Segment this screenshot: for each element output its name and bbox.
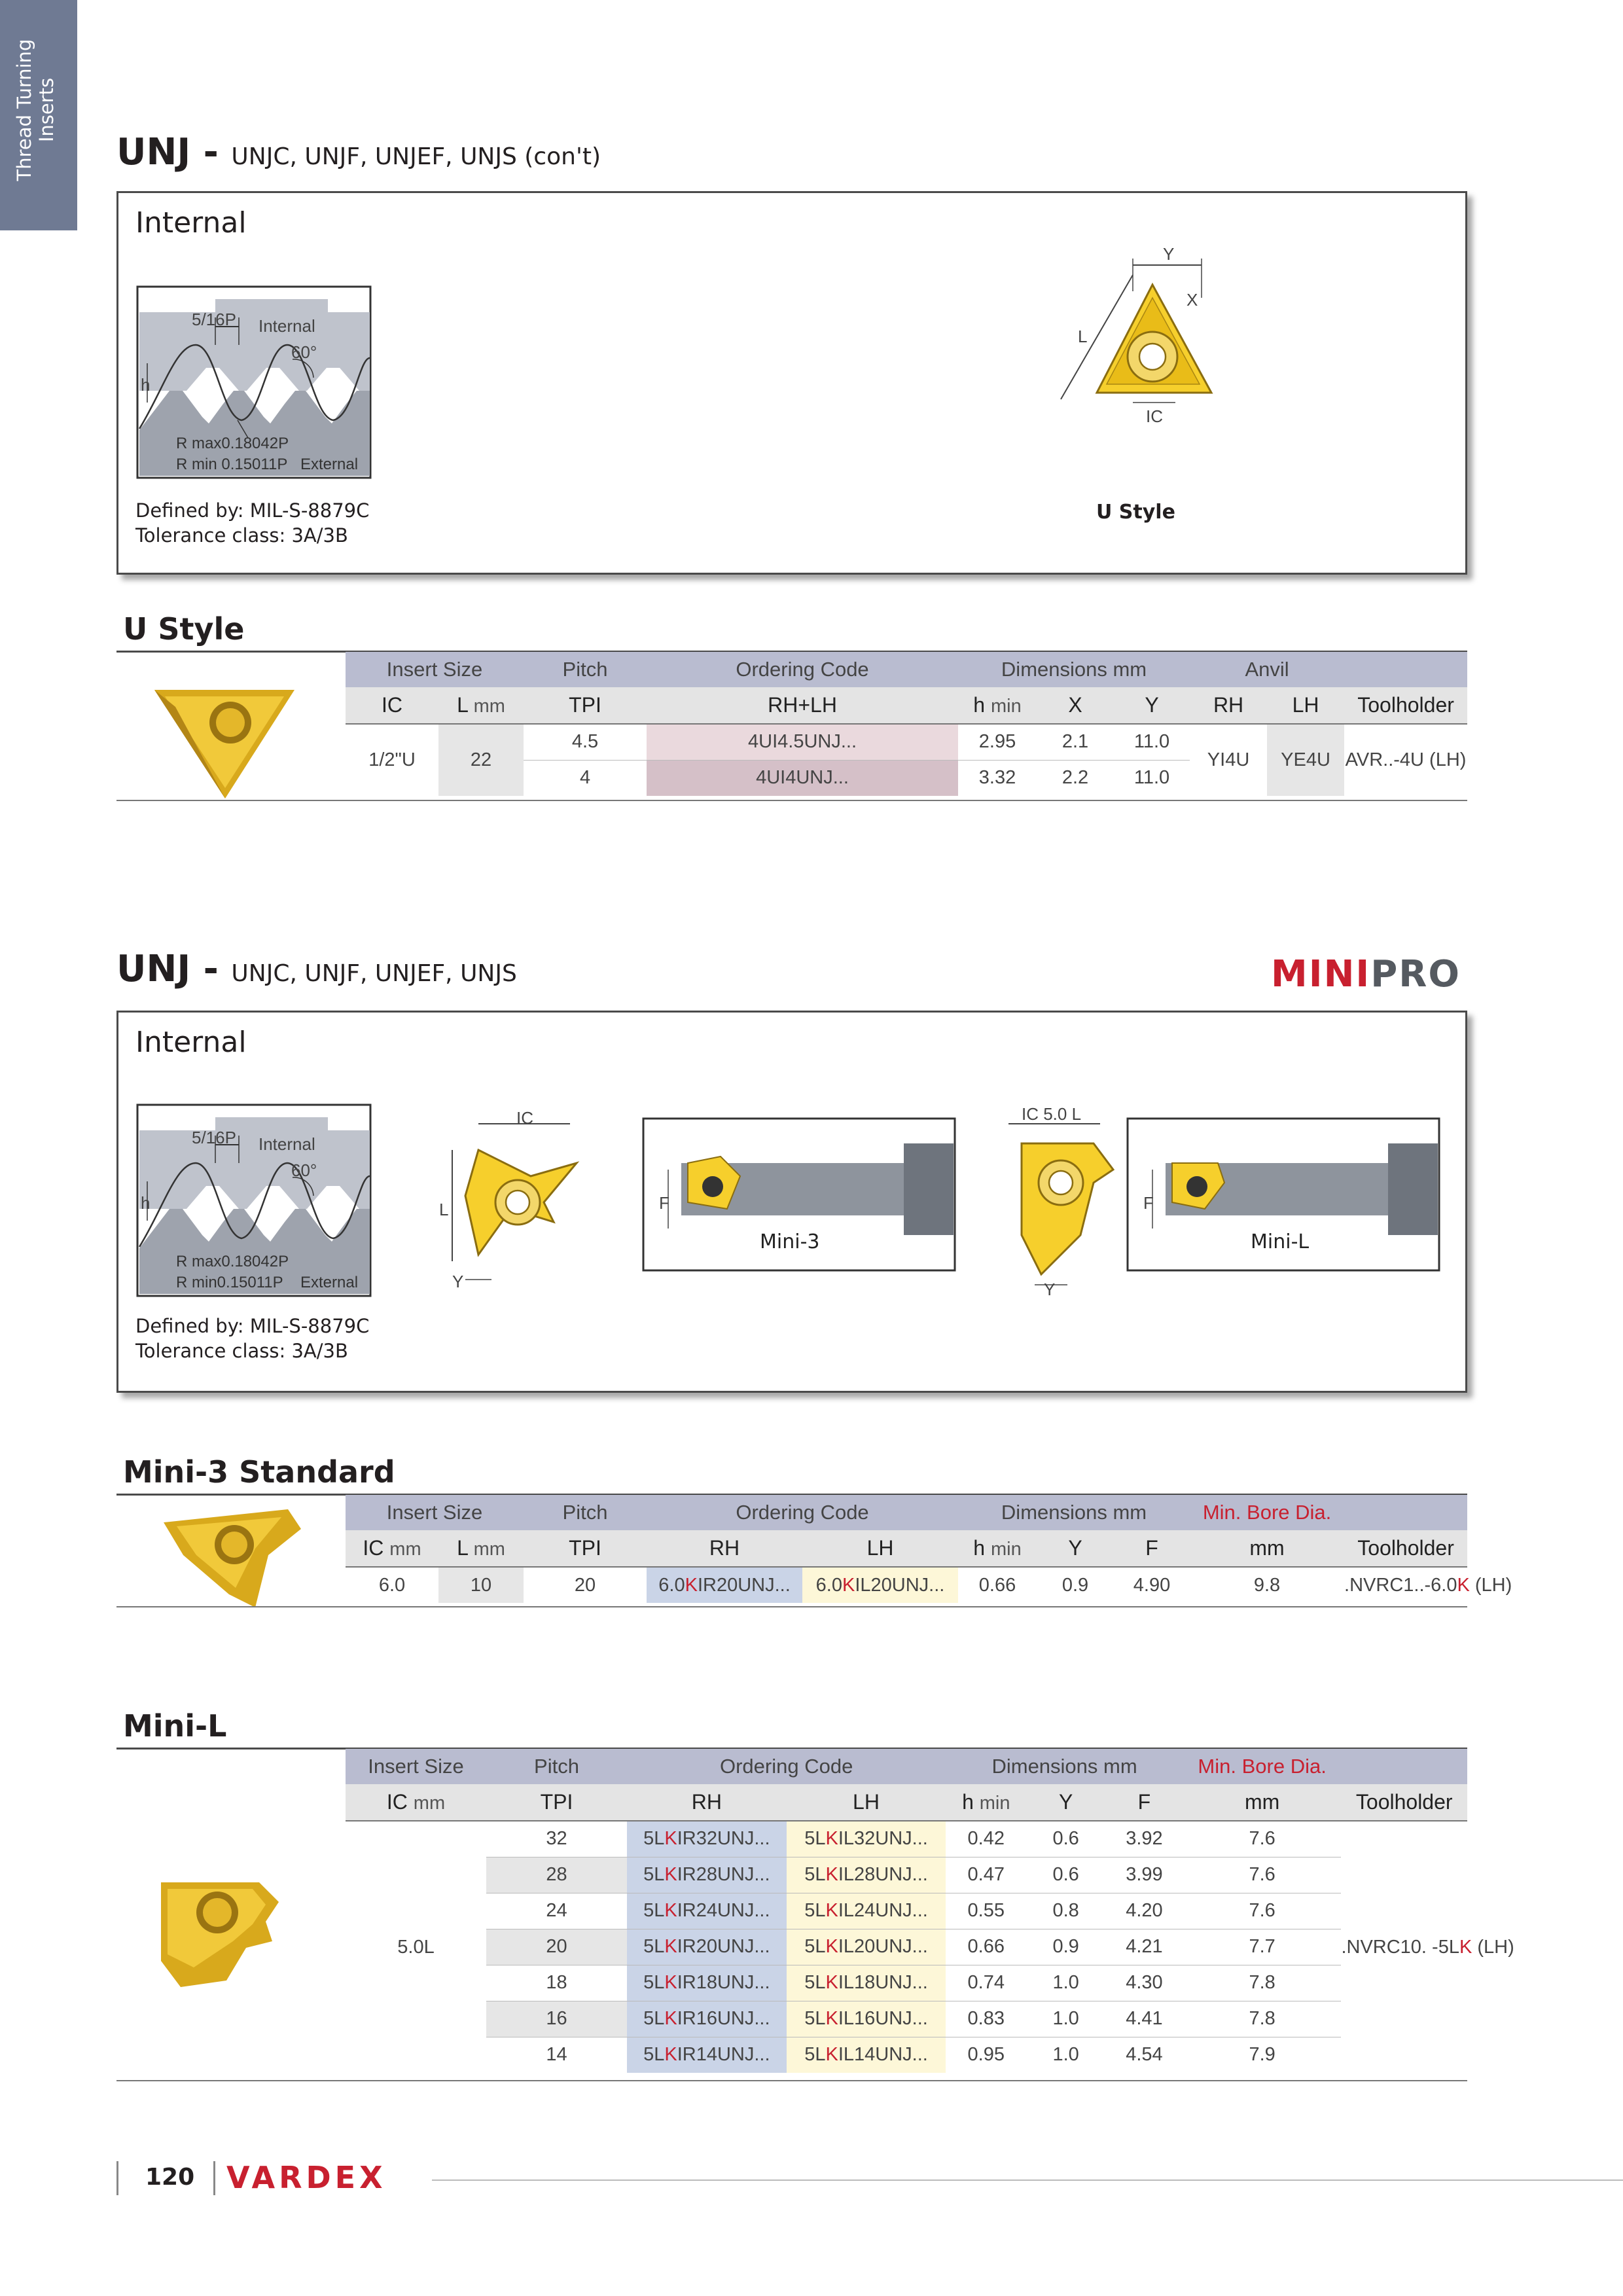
lh-code-b: IL28UNJ... — [838, 1864, 928, 1885]
lh-code-b: IL32UNJ... — [838, 1828, 928, 1850]
cell-y: 11.0 — [1114, 760, 1190, 796]
section2-title-main: UNJ - — [116, 948, 219, 990]
thread-profile-diagram — [137, 286, 372, 480]
header-rh: RH — [627, 1784, 787, 1821]
section2-defined-by — [135, 1314, 369, 1363]
header-h-text: h — [962, 1790, 974, 1814]
profile2-rmax-label: R max0.18042P — [176, 1253, 289, 1270]
tolerance-text-2: Tolerance class: 3A/3B — [135, 1340, 348, 1362]
cell-rh-code — [627, 1893, 787, 1929]
group-insert-size: Insert Size — [346, 1749, 486, 1784]
cell-code: 4UI4UNJ... — [647, 760, 958, 796]
lh-code-k: K — [825, 2008, 838, 2029]
defined-by-text: Defined by: MIL-S-8879C — [135, 499, 370, 522]
header-toolholder: Toolholder — [1341, 1784, 1467, 1821]
lh-code-b: IL14UNJ... — [838, 2044, 928, 2066]
cell-rh-code — [627, 1857, 787, 1893]
thread-profile-diagram-2 — [137, 1104, 372, 1298]
lh-code-k: K — [825, 1936, 838, 1957]
table-row — [346, 2001, 1467, 2037]
cell-toolholder — [1344, 1567, 1512, 1603]
header-ic-unit: mm — [413, 1793, 446, 1814]
cell-x: 2.1 — [1037, 724, 1114, 760]
th-a: .NVRC10. -5L — [1341, 1936, 1459, 1958]
section2-internal-box — [116, 1011, 1467, 1393]
profile-internal-label: Internal — [259, 316, 315, 336]
rh-code-a: 5L — [643, 1828, 665, 1850]
cell-anvil-rh: YI4U — [1190, 724, 1267, 796]
mini3-table-bottomline — [116, 1606, 1467, 1607]
cell-tpi: 20 — [486, 1929, 627, 1965]
cell-bore: 9.8 — [1190, 1567, 1344, 1603]
header-h — [946, 1784, 1026, 1821]
lh-code-a: 5L — [804, 2008, 826, 2029]
table-row — [346, 1929, 1467, 1965]
profile-rmin-label: R min 0.15011P — [176, 456, 288, 473]
profile2-internal-label: Internal — [259, 1134, 315, 1154]
lh-code-b: IL16UNJ... — [838, 2008, 928, 2029]
insert-x-label: X — [1186, 290, 1198, 310]
cell-f: 4.90 — [1114, 1567, 1190, 1603]
minil-insert-diagram — [995, 1104, 1126, 1300]
profile-external-label: External — [300, 456, 359, 473]
group-dimensions: Dimensions mm — [958, 1495, 1190, 1530]
header-h-unit: min — [990, 1539, 1022, 1560]
table-row — [346, 1893, 1467, 1929]
header-f: F — [1114, 1530, 1190, 1567]
mini3-toolholder-diagram — [642, 1117, 956, 1274]
section1-box-title: Internal — [135, 206, 247, 240]
header-ic — [346, 1784, 486, 1821]
cell-lh-code — [787, 2037, 946, 2073]
header-x: X — [1037, 687, 1114, 724]
cell-f: 3.99 — [1105, 1857, 1183, 1893]
mini3-caption: Mini-3 — [760, 1230, 820, 1253]
section1-defined-by — [135, 498, 369, 548]
group-pitch: Pitch — [524, 652, 647, 687]
header-tpi: TPI — [524, 687, 647, 724]
side-tab — [0, 0, 77, 230]
header-ic — [346, 1530, 438, 1567]
cell-lh-code — [787, 1893, 946, 1929]
cell-anvil-lh: YE4U — [1267, 724, 1344, 796]
header-l-unit: mm — [473, 696, 505, 717]
group-min-bore: Min. Bore Dia. — [1190, 1495, 1344, 1530]
header-h-unit: min — [990, 696, 1022, 717]
header-bore: mm — [1183, 1784, 1342, 1821]
cell-f: 4.54 — [1105, 2037, 1183, 2073]
mini3-y-label: Y — [452, 1272, 464, 1291]
cell-y: 0.9 — [1037, 1567, 1114, 1603]
rh-code-a: 5L — [643, 2044, 665, 2066]
rh-code-a: 5L — [643, 1864, 665, 1885]
cell-tpi: 4.5 — [524, 724, 647, 760]
cell-y: 1.0 — [1026, 1965, 1105, 2001]
cell-y: 0.6 — [1026, 1857, 1105, 1893]
rh-code-k: K — [664, 2008, 677, 2029]
mini3-ic-label: IC — [516, 1108, 533, 1128]
cell-bore: 7.6 — [1183, 1893, 1342, 1929]
cell-bore: 7.7 — [1183, 1929, 1342, 1965]
cell-lh-code — [787, 1965, 946, 2001]
group-pitch: Pitch — [486, 1749, 627, 1784]
cell-lh-code — [787, 1857, 946, 1893]
table-row — [346, 724, 1467, 760]
rh-code-b: IR24UNJ... — [677, 1900, 770, 1921]
rh-code-b: IR20UNJ... — [697, 1574, 791, 1596]
header-h — [958, 1530, 1037, 1567]
section2-title — [116, 948, 517, 990]
defined-by-text-2: Defined by: MIL-S-8879C — [135, 1315, 370, 1337]
cell-h: 0.66 — [958, 1567, 1037, 1603]
cell-y: 1.0 — [1026, 2001, 1105, 2037]
cell-code: 4UI4.5UNJ... — [647, 724, 958, 760]
header-lh: LH — [802, 1530, 958, 1567]
header-l-unit: mm — [473, 1539, 505, 1560]
rh-code-a: 5L — [643, 1900, 665, 1921]
cell-f: 4.41 — [1105, 2001, 1183, 2037]
group-pitch: Pitch — [524, 1495, 647, 1530]
u-style-table-title: U Style — [123, 611, 245, 647]
profile2-pitch-label: 5/16P — [192, 1128, 236, 1147]
table-row — [346, 2037, 1467, 2073]
cell-y: 0.8 — [1026, 1893, 1105, 1929]
lh-code-k: K — [825, 1864, 838, 1885]
th-a: .NVRC1..-6.0 — [1344, 1574, 1457, 1596]
profile-h-label: h — [141, 375, 151, 395]
tolerance-text: Tolerance class: 3A/3B — [135, 524, 348, 547]
cell-y: 0.6 — [1026, 1821, 1105, 1857]
cell-y: 1.0 — [1026, 2037, 1105, 2073]
minil-f-label: F — [1143, 1193, 1154, 1213]
rh-code-b: IR18UNJ... — [677, 1972, 770, 1993]
header-ic-unit: mm — [389, 1539, 421, 1560]
section1-title-main: UNJ - — [116, 131, 219, 173]
header-y: Y — [1026, 1784, 1105, 1821]
minil-caption: Mini-L — [1251, 1230, 1310, 1253]
header-l — [438, 687, 524, 724]
lh-code-k: K — [825, 1972, 838, 1993]
cell-tpi: 18 — [486, 1965, 627, 2001]
cell-rh-code — [627, 1929, 787, 1965]
minipro-logo-pro: PRO — [1370, 953, 1461, 996]
vardex-logo: VARDEX — [226, 2160, 387, 2195]
rh-code-a: 5L — [643, 1936, 665, 1957]
cell-toolholder — [1341, 1821, 1514, 2073]
header-lh: LH — [787, 1784, 946, 1821]
group-empty — [1344, 1495, 1467, 1530]
cell-rh-code — [627, 1821, 787, 1857]
minil-toolholder-diagram — [1126, 1117, 1440, 1274]
mini3-insert-diagram — [439, 1104, 603, 1300]
rh-code-k: K — [664, 1828, 677, 1850]
header-l-text: L — [457, 693, 468, 717]
th-k: K — [1459, 1936, 1472, 1958]
cell-h: 0.42 — [946, 1821, 1026, 1857]
cell-l: 10 — [438, 1567, 524, 1603]
cell-h: 0.47 — [946, 1857, 1026, 1893]
cell-rh-code — [627, 1965, 787, 2001]
rh-code-a: 6.0 — [658, 1574, 685, 1596]
cell-x: 2.2 — [1037, 760, 1114, 796]
page-number: 120 — [145, 2164, 195, 2191]
cell-tpi: 32 — [486, 1821, 627, 1857]
cell-h: 0.95 — [946, 2037, 1026, 2073]
cell-h: 0.83 — [946, 2001, 1026, 2037]
mini3-table — [346, 1495, 1512, 1603]
profile-rmax-label: R max0.18042P — [176, 435, 289, 452]
section2-box-title: Internal — [135, 1026, 247, 1059]
group-anvil: Anvil — [1190, 652, 1344, 687]
header-y: Y — [1037, 1530, 1114, 1567]
header-h-text: h — [973, 693, 986, 717]
group-ordering-code: Ordering Code — [647, 652, 958, 687]
minil-y-label: Y — [1044, 1280, 1056, 1299]
rh-code-k: K — [664, 1864, 677, 1885]
cell-rh-code — [627, 2001, 787, 2037]
rh-code-b: IR32UNJ... — [677, 1828, 770, 1850]
rh-code-a: 5L — [643, 2008, 665, 2029]
header-h — [958, 687, 1037, 724]
profile-angle-label: 60° — [291, 342, 317, 362]
rh-code-b: IR16UNJ... — [677, 2008, 770, 2029]
table-row — [346, 1567, 1467, 1603]
table-row — [346, 1965, 1467, 2001]
cell-toolholder: AVR..-4U (LH) — [1344, 724, 1467, 796]
footer-divider-mid — [213, 2161, 215, 2195]
header-lh: LH — [1267, 687, 1344, 724]
lh-code-k: K — [825, 1900, 838, 1921]
lh-code-a: 5L — [804, 1828, 826, 1850]
header-ic: IC — [346, 687, 438, 724]
mini3-insert-image — [157, 1503, 308, 1614]
cell-lh-code — [787, 2001, 946, 2037]
cell-ic: 1/2"U — [346, 724, 438, 796]
header-bore: mm — [1190, 1530, 1344, 1567]
group-empty — [1341, 1749, 1467, 1784]
cell-lh-code — [802, 1567, 958, 1603]
table-row — [346, 1821, 1467, 1857]
lh-code-b: IL20UNJ... — [855, 1574, 945, 1596]
header-rh: RH — [647, 1530, 802, 1567]
lh-code-k: K — [825, 1828, 838, 1850]
lh-code-b: IL18UNJ... — [838, 1972, 928, 1993]
th-b: (LH) — [1469, 1574, 1512, 1596]
u-style-insert-image — [149, 681, 300, 805]
group-ordering-code: Ordering Code — [627, 1749, 946, 1784]
cell-lh-code — [787, 1929, 946, 1965]
th-b: (LH) — [1472, 1936, 1514, 1958]
minil-table — [346, 1749, 1514, 2073]
rh-code-a: 5L — [643, 1972, 665, 1993]
cell-f: 4.30 — [1105, 1965, 1183, 2001]
header-y: Y — [1114, 687, 1190, 724]
header-toolholder: Toolholder — [1344, 1530, 1467, 1567]
cell-ic: 6.0 — [346, 1567, 438, 1603]
profile2-rmin-label: R min0.15011P — [176, 1274, 283, 1291]
rh-code-k: K — [664, 2044, 677, 2066]
mini3-f-label: F — [659, 1193, 669, 1213]
profile-pitch-label: 5/16P — [192, 310, 236, 329]
minil-ic-label: IC 5.0 L — [1022, 1104, 1082, 1124]
header-l-text: L — [457, 1536, 468, 1560]
cell-f: 3.92 — [1105, 1821, 1183, 1857]
cell-bore: 7.6 — [1183, 1857, 1342, 1893]
lh-code-k: K — [842, 1574, 855, 1596]
cell-tpi: 28 — [486, 1857, 627, 1893]
rh-code-k: K — [664, 1936, 677, 1957]
cell-f: 4.20 — [1105, 1893, 1183, 1929]
insert-ic-label: IC — [1146, 406, 1163, 426]
profile2-h-label: h — [141, 1193, 151, 1213]
profile2-angle-label: 60° — [291, 1160, 317, 1180]
lh-code-a: 5L — [804, 1936, 826, 1957]
minil-table-body — [346, 1821, 1514, 2073]
section1-subtitle: UNJC, UNJF, UNJEF, UNJS (con't) — [231, 143, 601, 170]
u-style-table — [346, 652, 1467, 796]
cell-h: 0.74 — [946, 1965, 1026, 2001]
cell-h: 0.55 — [946, 1893, 1026, 1929]
table-row — [346, 1857, 1467, 1893]
minipro-logo-mini: MINI — [1271, 953, 1371, 996]
cell-tpi: 4 — [524, 760, 647, 796]
section1-internal-box — [116, 191, 1467, 575]
lh-code-b: IL20UNJ... — [838, 1936, 928, 1957]
cell-h: 2.95 — [958, 724, 1037, 760]
group-insert-size: Insert Size — [346, 652, 524, 687]
cell-h: 0.66 — [946, 1929, 1026, 1965]
insert-l-label: L — [1078, 327, 1088, 346]
cell-rh-code — [627, 2037, 787, 2073]
rh-code-b: IR20UNJ... — [677, 1936, 770, 1957]
header-ic-text: IC — [386, 1790, 408, 1814]
u-style-insert-diagram — [1035, 245, 1244, 442]
cell-y: 0.9 — [1026, 1929, 1105, 1965]
cell-f: 4.21 — [1105, 1929, 1183, 1965]
lh-code-a: 5L — [804, 1972, 826, 1993]
mini3-l-label: L — [439, 1200, 449, 1219]
rh-code-k: K — [685, 1574, 698, 1596]
header-toolholder: Toolholder — [1344, 687, 1467, 724]
group-dimensions: Dimensions mm — [958, 652, 1190, 687]
header-ic-text: IC — [363, 1536, 384, 1560]
cell-bore: 7.8 — [1183, 1965, 1342, 2001]
header-tpi: TPI — [524, 1530, 647, 1567]
header-h-text: h — [973, 1536, 986, 1560]
rh-code-k: K — [664, 1972, 677, 1993]
cell-tpi: 24 — [486, 1893, 627, 1929]
section2-subtitle: UNJC, UNJF, UNJEF, UNJS — [231, 960, 517, 987]
cell-l: 22 — [438, 724, 524, 796]
cell-bore: 7.6 — [1183, 1821, 1342, 1857]
u-style-caption: U Style — [1096, 501, 1175, 524]
group-dimensions: Dimensions mm — [946, 1749, 1183, 1784]
rh-code-k: K — [664, 1900, 677, 1921]
cell-lh-code — [787, 1821, 946, 1857]
section1-title — [116, 131, 601, 173]
header-h-unit: min — [979, 1793, 1010, 1814]
cell-rh-code — [647, 1567, 802, 1603]
side-tab-label: Thread Turning Inserts — [13, 39, 58, 181]
cell-bore: 7.8 — [1183, 2001, 1342, 2037]
footer-rule — [432, 2179, 1623, 2181]
cell-tpi: 14 — [486, 2037, 627, 2073]
cell-bore: 7.9 — [1183, 2037, 1342, 2073]
th-k: K — [1457, 1574, 1470, 1596]
group-min-bore: Min. Bore Dia. — [1183, 1749, 1342, 1784]
header-tpi: TPI — [486, 1784, 627, 1821]
rh-code-b: IR28UNJ... — [677, 1864, 770, 1885]
minil-table-bottomline — [116, 2080, 1467, 2081]
u-style-table-bottomline — [116, 800, 1467, 801]
header-l — [438, 1530, 524, 1567]
group-insert-size: Insert Size — [346, 1495, 524, 1530]
header-f: F — [1105, 1784, 1183, 1821]
cell-h: 3.32 — [958, 760, 1037, 796]
cell-tpi: 20 — [524, 1567, 647, 1603]
group-empty — [1344, 652, 1467, 687]
header-rh: RH — [1190, 687, 1267, 724]
profile2-external-label: External — [300, 1274, 359, 1291]
rh-code-b: IR14UNJ... — [677, 2044, 770, 2066]
lh-code-b: IL24UNJ... — [838, 1900, 928, 1921]
cell-ic: 5.0L — [346, 1821, 486, 2073]
group-ordering-code: Ordering Code — [647, 1495, 958, 1530]
cell-tpi: 16 — [486, 2001, 627, 2037]
minil-insert-image — [154, 1876, 285, 1994]
lh-code-a: 5L — [804, 2044, 826, 2066]
minil-table-title: Mini-L — [123, 1708, 227, 1744]
footer-divider-left — [116, 2161, 118, 2195]
mini3-table-title: Mini-3 Standard — [123, 1454, 395, 1490]
lh-code-a: 5L — [804, 1900, 826, 1921]
insert-y-label: Y — [1163, 244, 1175, 264]
lh-code-a: 6.0 — [815, 1574, 842, 1596]
cell-y: 11.0 — [1114, 724, 1190, 760]
lh-code-k: K — [825, 2044, 838, 2066]
header-code: RH+LH — [647, 687, 958, 724]
lh-code-a: 5L — [804, 1864, 826, 1885]
minipro-logo — [1271, 953, 1461, 996]
